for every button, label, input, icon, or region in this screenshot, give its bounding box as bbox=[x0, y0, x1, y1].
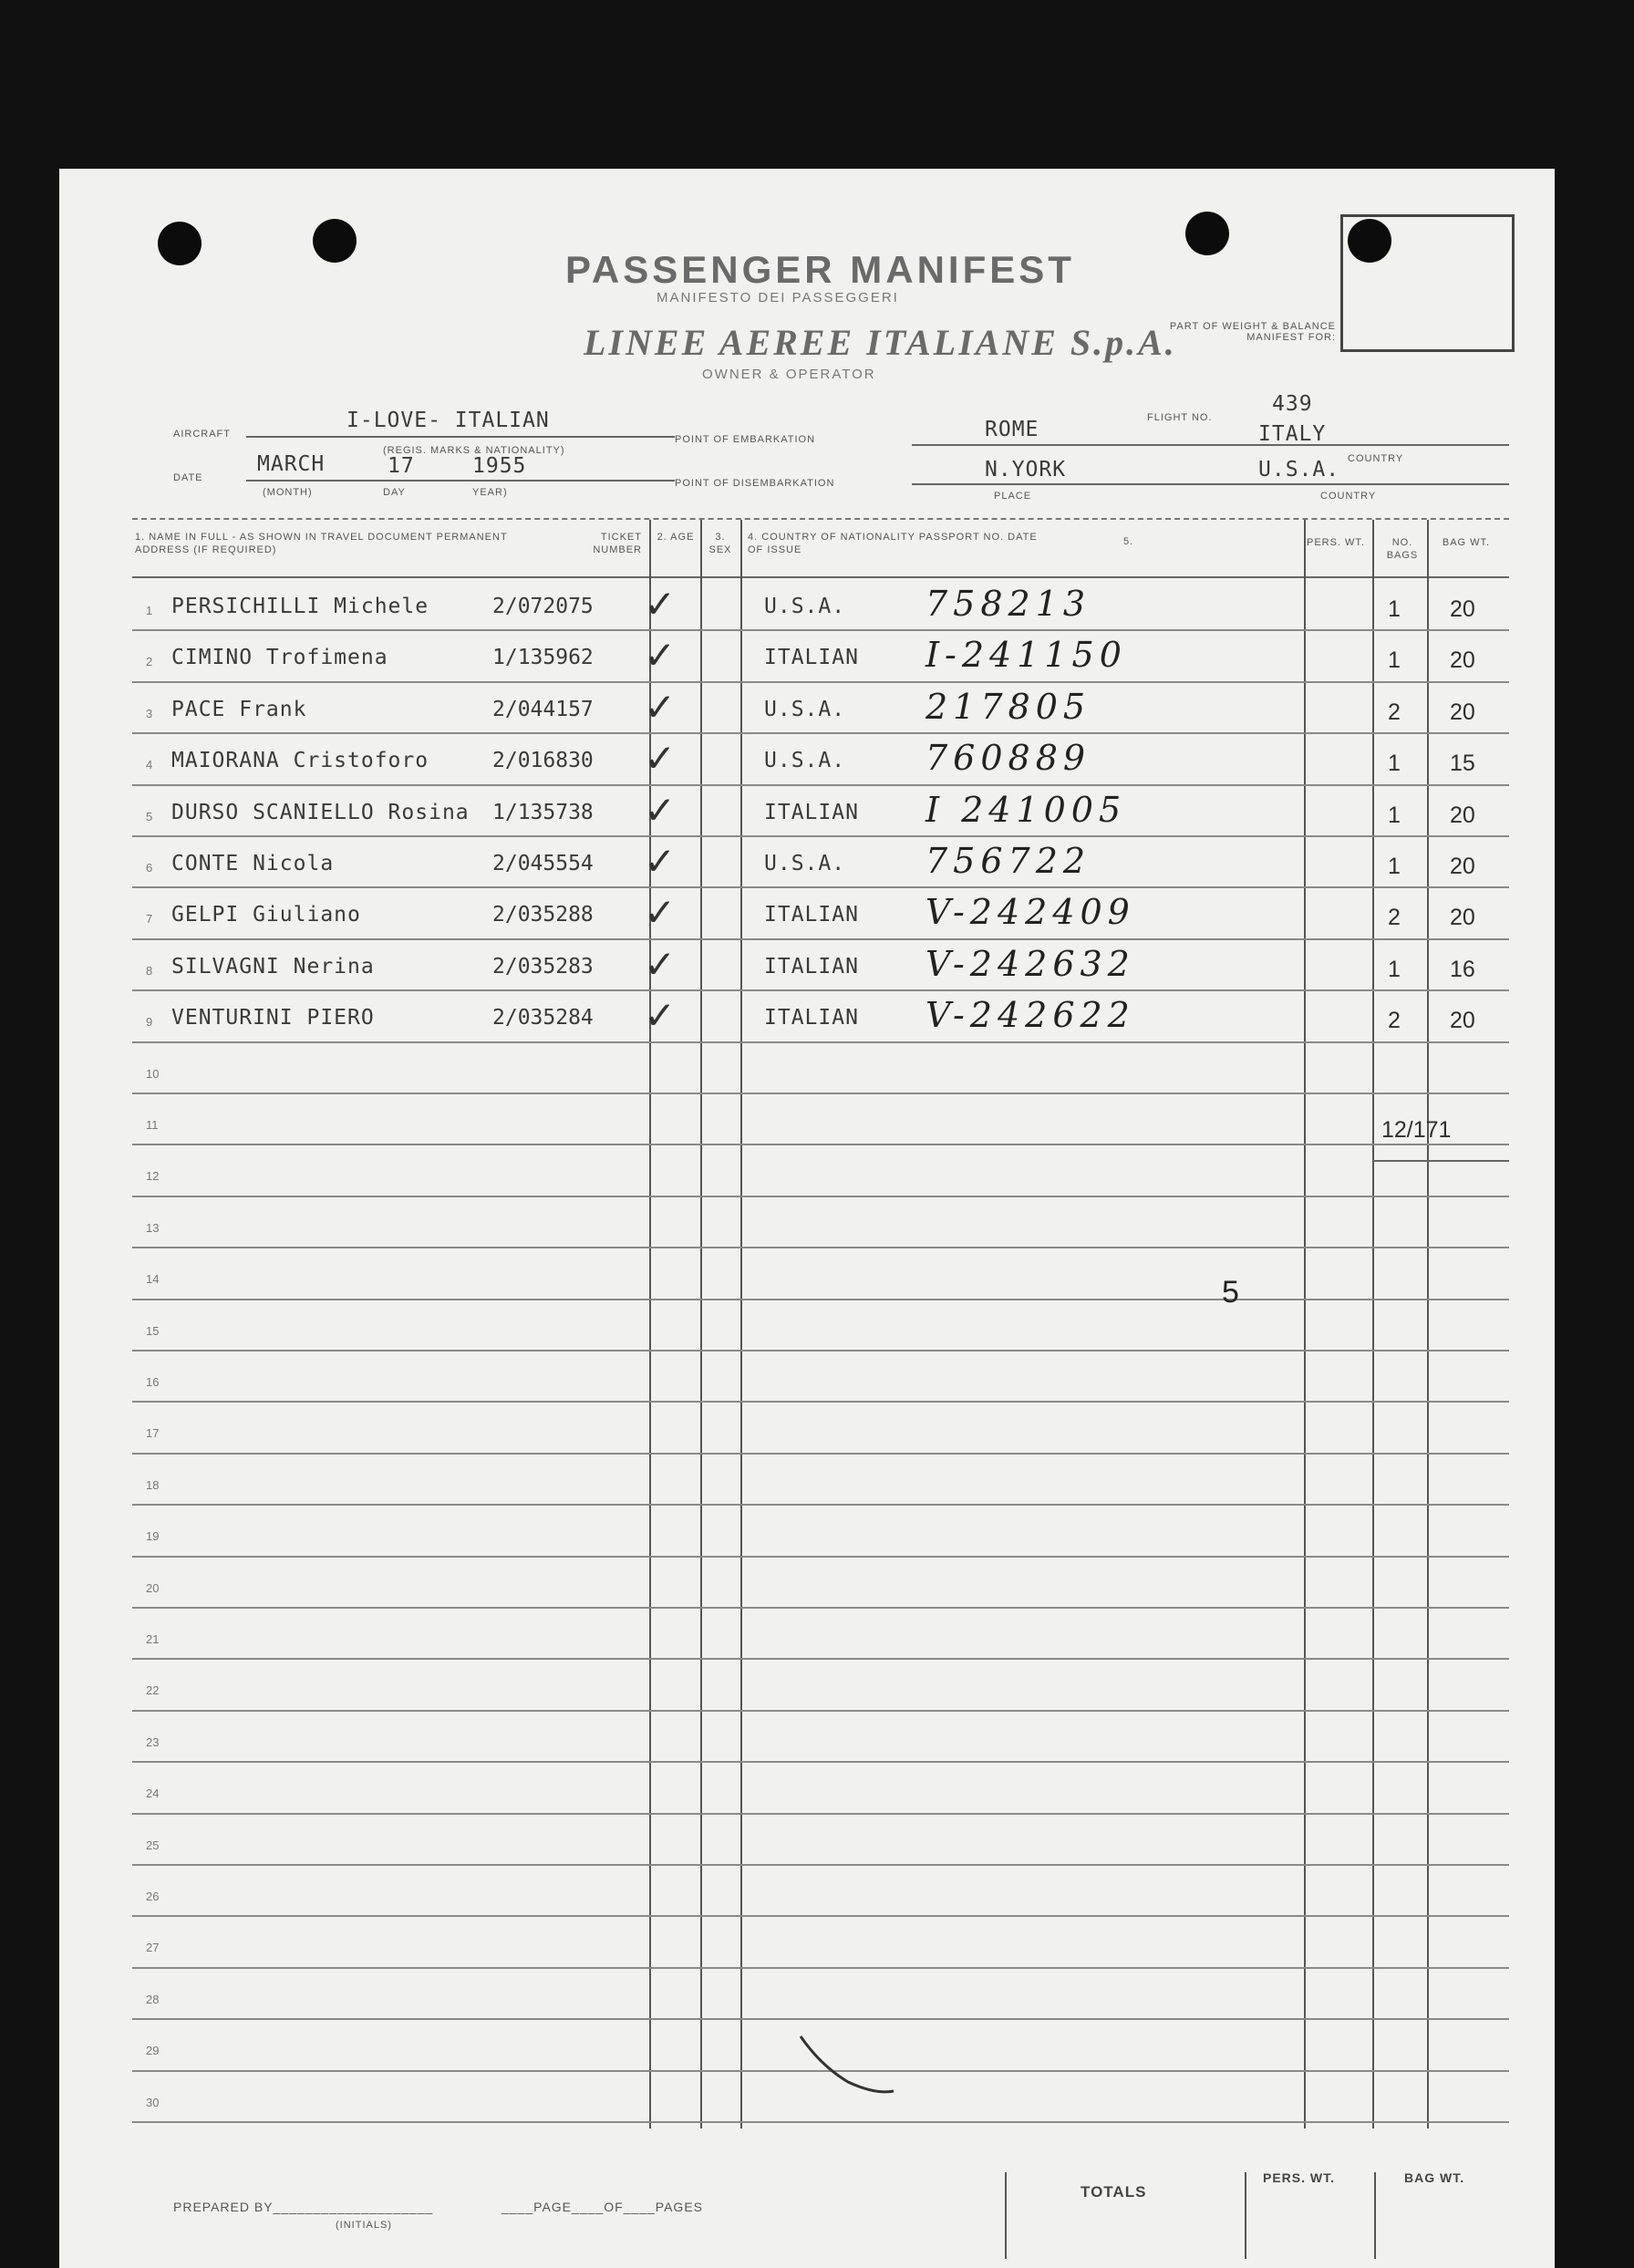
row-rule bbox=[132, 1710, 1509, 1712]
row-rule bbox=[132, 1041, 1509, 1043]
row-number: 6 bbox=[146, 861, 153, 875]
page-mark: 5 bbox=[1222, 1275, 1239, 1310]
row-rule bbox=[132, 1401, 1509, 1403]
bag-weight: 20 bbox=[1450, 802, 1475, 828]
disembark-label: POINT OF DISEMBARKATION bbox=[675, 478, 835, 489]
passenger-name: SILVAGNI Nerina bbox=[171, 954, 375, 979]
row-number: 8 bbox=[146, 963, 153, 978]
form-subtitle: MANIFESTO DEI PASSEGGERI bbox=[657, 290, 899, 306]
column-divider bbox=[740, 520, 742, 2128]
initials-caption: (INITIALS) bbox=[336, 2220, 392, 2231]
col-sex-header: 3. SEX bbox=[708, 532, 732, 555]
bag-count: 2 bbox=[1388, 905, 1401, 931]
punch-hole-right bbox=[1185, 212, 1229, 255]
day-caption: DAY bbox=[383, 487, 406, 498]
aircraft-caption: (REGIS. MARKS & NATIONALITY) bbox=[383, 445, 565, 456]
row-number: 2 bbox=[146, 655, 153, 669]
totals-right-border bbox=[1374, 2172, 1376, 2259]
row-rule bbox=[132, 1504, 1509, 1506]
row-rule bbox=[132, 1813, 1509, 1815]
flight-no-label: FLIGHT NO. bbox=[1147, 412, 1213, 423]
embark-label: POINT OF EMBARKATION bbox=[675, 434, 816, 445]
col-pers-wt-header: PERS. WT. bbox=[1306, 537, 1365, 548]
disembark-place: N.YORK bbox=[985, 458, 1067, 482]
row-rule bbox=[132, 835, 1509, 837]
passenger-name: DURSO SCANIELLO Rosina bbox=[171, 800, 470, 824]
date-label: DATE bbox=[173, 472, 203, 483]
bag-total: 12/171 bbox=[1381, 1117, 1452, 1143]
aircraft-value: I-LOVE- ITALIAN bbox=[346, 409, 550, 432]
embark-underline bbox=[912, 444, 1509, 446]
row-number: 15 bbox=[146, 1323, 160, 1338]
totals-mid-border bbox=[1245, 2172, 1246, 2259]
col-no-bags-header: NO. BAGS bbox=[1386, 537, 1419, 561]
row-rule bbox=[132, 989, 1509, 991]
row-number: 28 bbox=[146, 1992, 160, 2006]
ticket-number: 2/045554 bbox=[492, 852, 594, 875]
bag-weight: 20 bbox=[1450, 596, 1475, 622]
passport-number: 760889 bbox=[926, 738, 1091, 779]
totals-bag-wt-label: BAG WT. bbox=[1404, 2170, 1465, 2185]
row-rule bbox=[132, 1915, 1509, 1917]
col-ticket-header: TICKET NUMBER bbox=[593, 532, 642, 555]
nationality: ITALIAN bbox=[764, 954, 859, 979]
row-rule bbox=[132, 1350, 1509, 1351]
row-rule bbox=[132, 1093, 1509, 1094]
passport-number: 756722 bbox=[926, 841, 1091, 881]
nationality: ITALIAN bbox=[764, 903, 859, 927]
row-rule bbox=[132, 2121, 1509, 2123]
bag-weight: 20 bbox=[1450, 905, 1475, 931]
bag-total-underline bbox=[1372, 1160, 1509, 1162]
row-number: 1 bbox=[146, 604, 153, 617]
col-nationality-header: 4. COUNTRY OF NATIONALITY PASSPORT NO. DATE OF ISSUE bbox=[748, 532, 1038, 555]
passport-number: V-242409 bbox=[926, 892, 1135, 933]
ticket-number: 2/035284 bbox=[492, 1006, 594, 1030]
col-age-header: 2. AGE bbox=[657, 532, 695, 543]
date-day: 17 bbox=[388, 454, 415, 478]
row-rule bbox=[132, 784, 1509, 786]
row-number: 10 bbox=[146, 1066, 160, 1081]
bag-count: 2 bbox=[1388, 1008, 1401, 1034]
ticket-number: 2/016830 bbox=[492, 749, 594, 773]
totals-label: TOTALS bbox=[1081, 2183, 1147, 2201]
bag-weight: 20 bbox=[1450, 699, 1475, 725]
punch-hole-center-left bbox=[313, 219, 357, 263]
row-rule bbox=[132, 1299, 1509, 1300]
row-rule bbox=[132, 681, 1509, 683]
passenger-name: GELPI Giuliano bbox=[171, 903, 361, 927]
bag-weight: 20 bbox=[1450, 1008, 1475, 1034]
age-check-mark: ✓ bbox=[644, 582, 677, 627]
row-rule bbox=[132, 1453, 1509, 1455]
bag-count: 1 bbox=[1388, 956, 1401, 982]
bag-weight: 16 bbox=[1450, 956, 1475, 982]
row-rule bbox=[132, 1144, 1509, 1145]
passenger-name: PACE Frank bbox=[171, 697, 307, 721]
age-check-mark: ✓ bbox=[644, 684, 677, 730]
disembark-underline bbox=[912, 483, 1509, 485]
row-rule bbox=[132, 1556, 1509, 1558]
row-number: 3 bbox=[146, 706, 153, 720]
age-check-mark: ✓ bbox=[644, 839, 677, 884]
row-rule bbox=[132, 1967, 1509, 1969]
row-number: 9 bbox=[146, 1015, 153, 1030]
passport-number: I 241005 bbox=[926, 789, 1127, 830]
pen-mark bbox=[793, 2029, 903, 2102]
row-rule bbox=[132, 1658, 1509, 1660]
row-number: 5 bbox=[146, 809, 153, 823]
row-number: 23 bbox=[146, 1735, 160, 1749]
row-number: 24 bbox=[146, 1786, 160, 1801]
ticket-number: 2/072075 bbox=[492, 595, 594, 618]
row-number: 7 bbox=[146, 912, 153, 927]
age-check-mark: ✓ bbox=[644, 633, 677, 678]
row-number: 20 bbox=[146, 1580, 160, 1595]
embark-country: ITALY bbox=[1258, 422, 1327, 446]
bag-count: 1 bbox=[1388, 751, 1401, 777]
totals-left-border bbox=[1005, 2172, 1007, 2259]
passenger-name: PERSICHILLI Michele bbox=[171, 595, 429, 618]
age-check-mark: ✓ bbox=[644, 993, 677, 1039]
passport-number: V-242632 bbox=[926, 943, 1135, 984]
ticket-number: 2/035283 bbox=[492, 954, 594, 979]
punch-hole-left bbox=[158, 222, 202, 265]
disembark-country: U.S.A. bbox=[1258, 458, 1340, 482]
row-number: 18 bbox=[146, 1477, 160, 1492]
row-rule bbox=[132, 1607, 1509, 1609]
row-rule bbox=[132, 1247, 1509, 1248]
bag-weight: 20 bbox=[1450, 854, 1475, 879]
place-caption: PLACE bbox=[994, 491, 1032, 502]
row-rule bbox=[132, 732, 1509, 734]
header-bottom-rule bbox=[132, 576, 1509, 578]
bag-count: 1 bbox=[1388, 647, 1401, 674]
bag-count: 1 bbox=[1388, 596, 1401, 622]
row-number: 4 bbox=[146, 758, 153, 772]
bag-count: 2 bbox=[1388, 699, 1401, 725]
embark-country-caption: COUNTRY bbox=[1348, 453, 1404, 464]
row-number: 21 bbox=[146, 1632, 160, 1646]
date-underline bbox=[246, 480, 675, 482]
row-number: 30 bbox=[146, 2095, 160, 2109]
bag-weight: 15 bbox=[1450, 751, 1475, 777]
row-rule bbox=[132, 2018, 1509, 2020]
passport-number: 758213 bbox=[926, 584, 1091, 624]
weight-balance-note: PART OF WEIGHT & BALANCE MANIFEST FOR: bbox=[1169, 321, 1336, 343]
col-5-header: 5. bbox=[1123, 536, 1134, 547]
row-number: 19 bbox=[146, 1529, 160, 1544]
passenger-name: CONTE Nicola bbox=[171, 852, 335, 875]
column-divider bbox=[700, 520, 702, 2128]
embark-place: ROME bbox=[985, 418, 1039, 441]
passport-number: 217805 bbox=[926, 686, 1091, 727]
row-number: 27 bbox=[146, 1941, 160, 1955]
row-number: 16 bbox=[146, 1375, 160, 1389]
nationality: U.S.A. bbox=[764, 749, 846, 773]
ticket-number: 2/035288 bbox=[492, 903, 594, 927]
bag-count: 1 bbox=[1388, 802, 1401, 828]
row-number: 14 bbox=[146, 1272, 160, 1287]
date-month: MARCH bbox=[257, 452, 326, 476]
column-divider bbox=[1427, 520, 1429, 2128]
nationality: U.S.A. bbox=[764, 595, 846, 618]
airline-caption: OWNER & OPERATOR bbox=[702, 367, 876, 382]
passport-number: I-241150 bbox=[926, 635, 1127, 676]
row-number: 26 bbox=[146, 1890, 160, 1903]
age-check-mark: ✓ bbox=[644, 890, 677, 936]
row-number: 17 bbox=[146, 1426, 160, 1441]
ticket-number: 2/044157 bbox=[492, 697, 594, 721]
passenger-name: MAIORANA Cristoforo bbox=[171, 749, 429, 773]
nationality: ITALIAN bbox=[764, 800, 859, 824]
age-check-mark: ✓ bbox=[644, 941, 677, 987]
row-rule bbox=[132, 1864, 1509, 1866]
header-top-rule bbox=[132, 518, 1509, 520]
stamp-box bbox=[1340, 214, 1515, 352]
row-rule bbox=[132, 886, 1509, 888]
airline-name: LINEE AEREE ITALIANE S.p.A. bbox=[584, 322, 1177, 363]
page-label: ____PAGE____OF____PAGES bbox=[502, 2200, 703, 2214]
aircraft-label: AIRCRAFT bbox=[173, 429, 231, 440]
row-rule bbox=[132, 1196, 1509, 1197]
row-rule bbox=[132, 629, 1509, 631]
prepared-by-label: PREPARED BY____________________ bbox=[173, 2200, 434, 2214]
nationality: U.S.A. bbox=[764, 697, 846, 721]
row-number: 25 bbox=[146, 1838, 160, 1852]
nationality: U.S.A. bbox=[764, 852, 846, 875]
row-number: 11 bbox=[146, 1118, 159, 1132]
year-caption: YEAR) bbox=[472, 487, 508, 498]
age-check-mark: ✓ bbox=[644, 736, 677, 782]
row-number: 29 bbox=[146, 2044, 160, 2058]
ticket-number: 1/135962 bbox=[492, 646, 594, 670]
row-number: 13 bbox=[146, 1220, 160, 1235]
bag-count: 1 bbox=[1388, 854, 1401, 879]
flight-no-value: 439 bbox=[1272, 392, 1313, 416]
passenger-name: VENTURINI PIERO bbox=[171, 1006, 375, 1030]
nationality: ITALIAN bbox=[764, 646, 859, 670]
nationality: ITALIAN bbox=[764, 1006, 859, 1030]
row-number: 22 bbox=[146, 1683, 160, 1698]
age-check-mark: ✓ bbox=[644, 787, 677, 833]
col-bag-wt-header: BAG WT. bbox=[1442, 537, 1491, 548]
aircraft-underline bbox=[246, 436, 675, 438]
passenger-name: CIMINO Trofimena bbox=[171, 646, 388, 670]
disembark-country-caption: COUNTRY bbox=[1320, 491, 1377, 502]
ticket-number: 1/135738 bbox=[492, 800, 594, 824]
form-title: PASSENGER MANIFEST bbox=[565, 248, 1075, 291]
month-caption: (MONTH) bbox=[263, 487, 313, 498]
date-year: 1955 bbox=[472, 454, 527, 478]
row-rule bbox=[132, 1761, 1509, 1763]
col-name-header: 1. NAME IN FULL - AS SHOWN IN TRAVEL DOCUMENT PERMANENT ADDRESS (IF REQUIRED) bbox=[135, 532, 508, 555]
row-number: 12 bbox=[146, 1169, 160, 1184]
column-divider bbox=[1304, 520, 1306, 2128]
bag-weight: 20 bbox=[1450, 647, 1475, 674]
passport-number: V-242622 bbox=[926, 995, 1135, 1036]
totals-pers-wt-label: PERS. WT. bbox=[1263, 2170, 1336, 2185]
row-rule bbox=[132, 938, 1509, 940]
column-divider bbox=[1372, 520, 1374, 2128]
